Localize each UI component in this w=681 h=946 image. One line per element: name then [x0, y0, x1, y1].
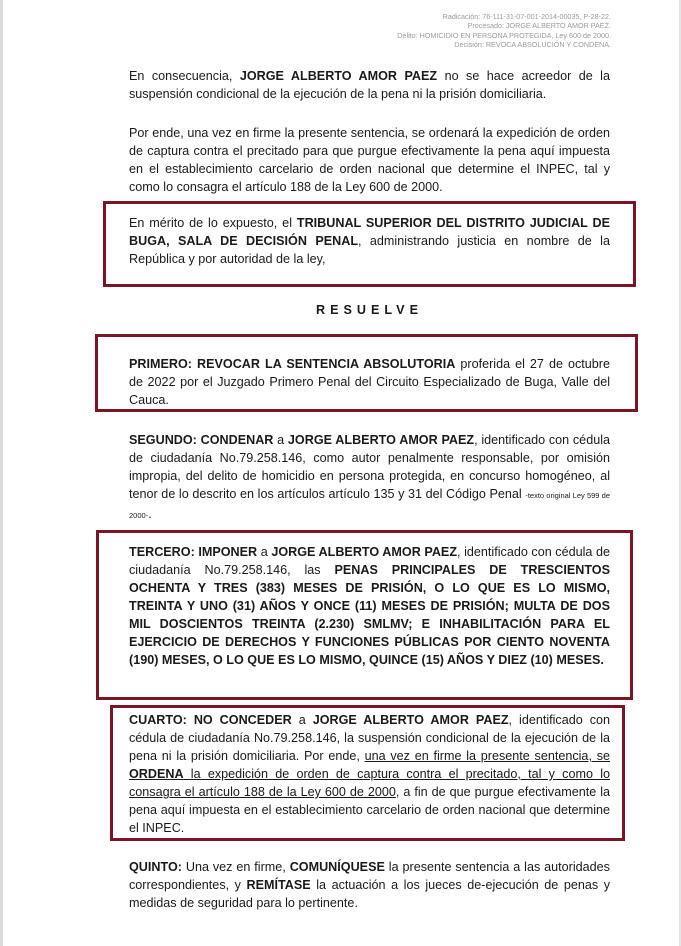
- remitase-text: REMÍTASE: [246, 878, 311, 892]
- header-decision: Decisión: REVOCA ABSOLUCIÓN Y CONDENA.: [454, 40, 611, 50]
- comuniquese-text: COMUNÍQUESE: [289, 860, 385, 874]
- header-procesado: Procesado: JORGE ALBERTO AMOR PAEZ.: [467, 21, 611, 31]
- underlined-order-2: la expedición de orden de captura contra el precitado, tal y como lo consagra el artículo 188 de la Ley 600 de 2000: [129, 767, 610, 799]
- paragraph-primero: PRIMERO: REVOCAR LA SENTENCIA ABSOLUTORIA proferida el 27 de octubre de 2022 por el Juzgado Primero Penal del Circuito Especializado de Buga, Valle del Cauca.: [129, 357, 611, 407]
- paragraph-merito: En mérito de lo expuesto, el TRIBUNAL SUPERIOR DEL DISTRITO JUDICIAL DE BUGA, SALA DE DECISIÓN PENAL, administrando justicia en nombre de la República y por autoridad de la ley,: [129, 216, 610, 266]
- defendant-name: JORGE ALBERTO AMOR PAEZ: [312, 713, 509, 727]
- resuelve-heading: RESUELVE: [316, 303, 423, 317]
- defendant-name: JORGE ALBERTO AMOR PAEZ: [271, 545, 458, 559]
- document-header: [211, 12, 611, 50]
- penalties-text: PENAS PRINCIPALES DE TRESCIENTOS OCHENTA Y TRES (383) MESES DE PRISIÓN, O LO QUE ES LO MISMO, TREINTA Y UNO (31) AÑOS Y ONCE (11) MESES DE PRISIÓN; MULTA DE DOS MIL DOSCIENTOS TREINTA (2.230) SMLMV; E INHABILITACIÓN PARA EL EJERCICIO DE DERECHOS Y FUNCIONES PÚBLICAS POR CIENTO NOVENTA (190) MESES, O LO QUE ES LO MISMO, QUINCE (15) AÑOS Y DIEZ (10) MESES.: [129, 563, 610, 667]
- header-radicacion: Radicación: 76-111-31-07-001-2014-00035, P-28-22.: [442, 12, 611, 21]
- cuarto-label: CUARTO:: [129, 713, 187, 727]
- defendant-name: JORGE ALBERTO AMOR PAEZ: [239, 69, 438, 83]
- cuarto-action: NO CONCEDER: [186, 713, 292, 727]
- paragraph-segundo: SEGUNDO: CONDENAR a JORGE ALBERTO AMOR PAEZ, identificado con cédula de ciudadanía No.79.258.146, como autor penalmente responsable, por omisión impropia, del delito de homicidio en persona protegida, en concurso homogéneo, al tenor de lo descrito en los artículos artículo 135 y 31 del Código Penal -texto original Ley 599 de 2000-.: [129, 433, 610, 521]
- quinto-label: QUINTO:: [129, 860, 182, 874]
- segundo-action: CONDENAR: [196, 433, 274, 447]
- underlined-order-1: una vez en firme la presente sentencia, se: [364, 749, 610, 763]
- paragraph-quinto: QUINTO: Una vez en firme, COMUNÍQUESE la presente sentencia a las autoridades correspondientes, y REMÍTASE la actuación a los jueces de-ejecución de penas y medidas de seguridad para lo pertinente.: [129, 860, 611, 910]
- defendant-name: JORGE ALBERTO AMOR PAEZ: [287, 433, 475, 447]
- primero-label: PRIMERO:: [129, 357, 192, 371]
- paragraph-cuarto: CUARTO: NO CONCEDER a JORGE ALBERTO AMOR PAEZ, identificado con cédula de ciudadanía No.79.258.146, la suspensión condicional de la ejecución de la pena ni la prisión domiciliaria. Por ende, una vez en firme la presente sentencia, se ORDENA la expedición de orden de captura contra el precitado, tal y como lo consagra el artículo 188 de la Ley 600 de 2000, a fin de que purgue efectivamente la pena aquí impuesta en el establecimiento carcelario de orden nacional que determine el INPEC.: [129, 713, 611, 835]
- paragraph-consecuencia: En consecuencia, JORGE ALBERTO AMOR PAEZ no se hace acreedor de la suspensión condicional de la ejecución de la pena ni la prisión domiciliaria.: [129, 69, 610, 101]
- underlined-ordena: ORDENA: [129, 767, 184, 781]
- tercero-action: IMPONER: [194, 545, 258, 559]
- segundo-label: SEGUNDO:: [129, 433, 197, 447]
- primero-action: REVOCAR LA SENTENCIA ABSOLUTORIA: [197, 357, 456, 371]
- legal-note: -texto original Ley 599 de 2000-: [129, 491, 610, 520]
- tercero-label: TERCERO:: [129, 545, 195, 559]
- header-delito: Delito: HOMICIDIO EN PERSONA PROTEGIDA, Ley 600 de 2000.: [397, 30, 611, 40]
- page-edge-left: [0, 0, 3, 946]
- paragraph-por-ende: Por ende, una vez en firme la presente sentencia, se ordenará la expedición de orden de captura contra el precitado para que purgue efectivamente la pena aquí impuesta en el establecimiento carcelario de orden nacional que determine el INPEC, tal y como lo consagra el artículo 188 de la Ley 600 de 2000.: [129, 126, 610, 194]
- paragraph-tercero: TERCERO: IMPONER a JORGE ALBERTO AMOR PAEZ, identificado con cédula de ciudadanía No.79.258.146, las PENAS PRINCIPALES DE TRESCIENTOS OCHENTA Y TRES (383) MESES DE PRISIÓN, O LO QUE ES LO MISMO, TREINTA Y UNO (31) AÑOS Y ONCE (11) MESES DE PRISIÓN; MULTA DE DOS MIL DOSCIENTOS TREINTA (2.230) SMLMV; E INHABILITACIÓN PARA EL EJERCICIO DE DERECHOS Y FUNCIONES PÚBLICAS POR CIENTO NOVENTA (190) MESES, O LO QUE ES LO MISMO, QUINCE (15) AÑOS Y DIEZ (10) MESES.: [129, 545, 611, 667]
- court-name: TRIBUNAL SUPERIOR DEL DISTRITO JUDICIAL DE BUGA, SALA DE DECISIÓN PENAL: [129, 216, 610, 248]
